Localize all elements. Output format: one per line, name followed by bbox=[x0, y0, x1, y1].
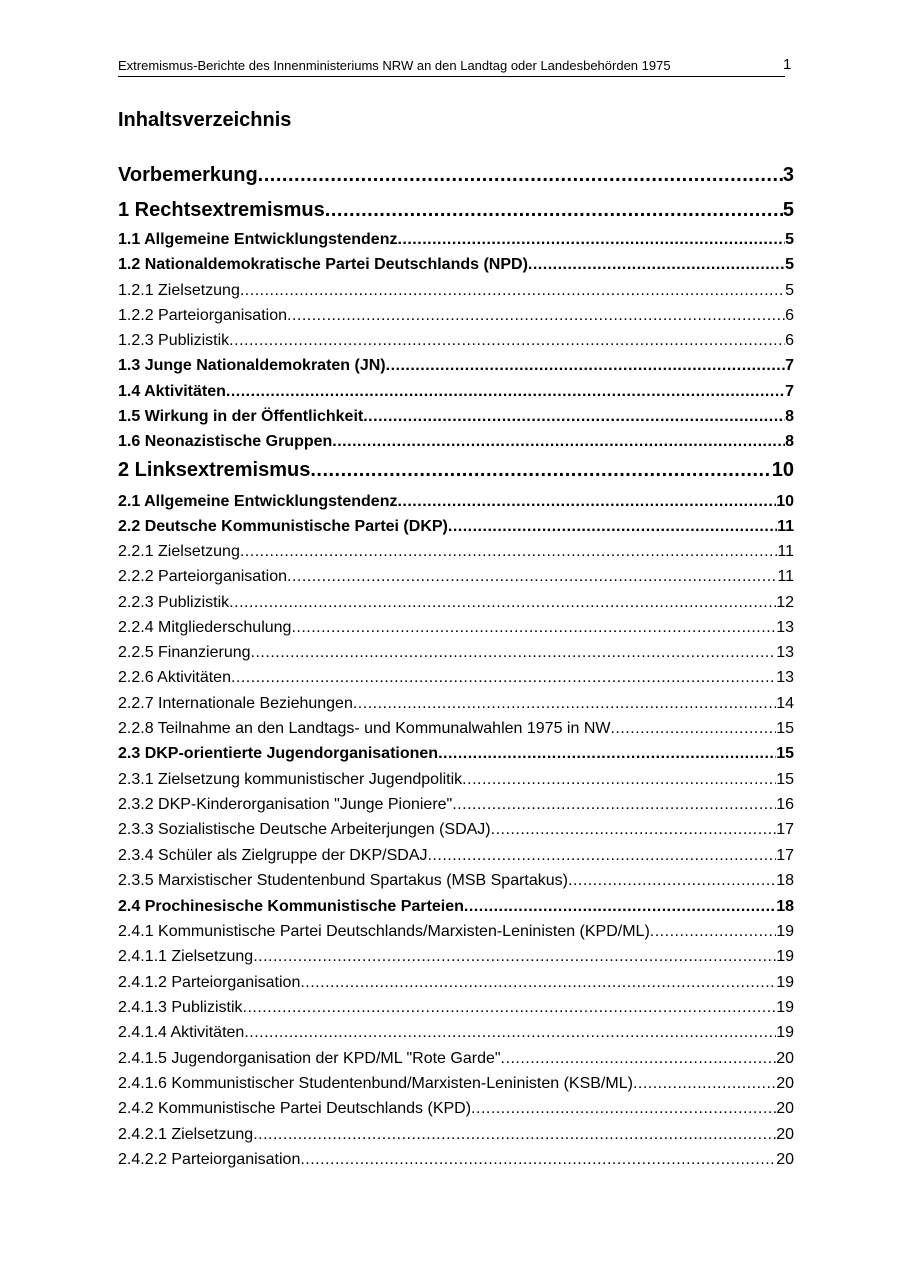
toc-entry[interactable] bbox=[118, 255, 794, 275]
toc-entry-label: 1.1 Allgemeine Entwicklungstendenz bbox=[118, 231, 398, 248]
toc-leader-dots bbox=[332, 432, 785, 452]
toc-entry-page: 5 bbox=[785, 231, 794, 248]
toc-entry-page: 6 bbox=[785, 332, 794, 349]
toc-entry[interactable] bbox=[118, 922, 794, 942]
toc-entry-label: 2.2.4 Mitgliederschulung bbox=[118, 619, 292, 636]
toc-entry-page: 15 bbox=[776, 720, 794, 737]
toc-entry[interactable] bbox=[118, 668, 794, 688]
toc-entry[interactable] bbox=[118, 744, 794, 764]
toc-entry-page: 18 bbox=[776, 898, 794, 915]
toc-entry-page: 20 bbox=[776, 1075, 794, 1092]
toc-leader-dots bbox=[397, 492, 776, 512]
toc-entry-label: 1.5 Wirkung in der Öffentlichkeit bbox=[118, 408, 364, 425]
toc-entry-page: 10 bbox=[776, 493, 794, 510]
document-header-title: Extremismus-Berichte des Innenministeriums NRW an den Landtag oder Landesbehörden 1975 bbox=[118, 58, 671, 73]
toc-entry-label: 1.3 Junge Nationaldemokraten (JN) bbox=[118, 357, 386, 374]
toc-leader-dots bbox=[253, 947, 776, 967]
toc-entry-label: 1.2.3 Publizistik bbox=[118, 332, 230, 349]
toc-entry-page: 8 bbox=[785, 408, 794, 425]
toc-entry-label: 2.4.2 Kommunistische Partei Deutschlands (KPD) bbox=[118, 1100, 472, 1117]
toc-entry[interactable] bbox=[118, 795, 794, 815]
toc-entry[interactable] bbox=[118, 331, 794, 351]
toc-leader-dots bbox=[452, 795, 776, 815]
toc-leader-dots bbox=[325, 198, 783, 222]
toc-leader-dots bbox=[244, 1023, 776, 1043]
toc-entry-page: 6 bbox=[785, 307, 794, 324]
toc-leader-dots bbox=[229, 593, 776, 613]
toc-entry[interactable] bbox=[118, 1074, 794, 1094]
toc-entry-label: 2.4.2.2 Parteiorganisation bbox=[118, 1151, 301, 1168]
toc-entry[interactable] bbox=[118, 281, 794, 301]
toc-entry-label: 2.4.1.1 Zielsetzung bbox=[118, 948, 254, 965]
toc-entry-page: 8 bbox=[785, 433, 794, 450]
toc-entry[interactable] bbox=[118, 998, 794, 1018]
toc-entry-page: 13 bbox=[776, 619, 794, 636]
toc-leader-dots bbox=[287, 567, 777, 587]
page-number: 1 bbox=[783, 56, 792, 73]
toc-entry-page: 16 bbox=[776, 796, 794, 813]
toc-entry-page: 19 bbox=[776, 923, 794, 940]
toc-entry-label: 2.3.1 Zielsetzung kommunistischer Jugendpolitik bbox=[118, 771, 463, 788]
toc-leader-dots bbox=[610, 719, 776, 739]
toc-entry-page: 19 bbox=[776, 974, 794, 991]
toc-entry[interactable] bbox=[118, 770, 794, 790]
toc-leader-dots bbox=[231, 668, 776, 688]
toc-entry-page: 15 bbox=[776, 771, 794, 788]
toc-entry[interactable] bbox=[118, 407, 794, 427]
toc-entry[interactable] bbox=[118, 517, 794, 537]
toc-entry[interactable] bbox=[118, 973, 794, 993]
toc-leader-dots bbox=[291, 618, 776, 638]
toc-entry[interactable] bbox=[118, 542, 794, 562]
toc-entry-page: 19 bbox=[776, 999, 794, 1016]
toc-entry-label: 2.2 Deutsche Kommunistische Partei (DKP) bbox=[118, 518, 448, 535]
toc-entry[interactable] bbox=[118, 871, 794, 891]
toc-entry-label: 2.2.2 Parteiorganisation bbox=[118, 568, 287, 585]
toc-entry-label: 1.6 Neonazistische Gruppen bbox=[118, 433, 333, 450]
toc-entry-page: 5 bbox=[782, 199, 794, 221]
toc-entry[interactable] bbox=[118, 492, 794, 512]
toc-entry-page: 11 bbox=[777, 518, 794, 535]
toc-entry[interactable] bbox=[118, 897, 794, 917]
toc-entry-label: Vorbemerkung bbox=[118, 164, 258, 186]
toc-leader-dots bbox=[258, 163, 783, 187]
toc-entry-page: 19 bbox=[776, 1024, 794, 1041]
toc-entry-label: 2.2.8 Teilnahme an den Landtags- und Kommunalwahlen 1975 in NW bbox=[118, 720, 611, 737]
toc-entry[interactable] bbox=[118, 846, 794, 866]
toc-entry-label: 2.4.1 Kommunistische Partei Deutschlands/Marxisten-Leninisten (KPD/ML) bbox=[118, 923, 650, 940]
toc-entry-page: 17 bbox=[776, 821, 794, 838]
toc-entry-label: 2.4.1.3 Publizistik bbox=[118, 999, 243, 1016]
toc-leader-dots bbox=[363, 407, 785, 427]
toc-entry-page: 12 bbox=[776, 594, 794, 611]
toc-entry-label: 1.2.2 Parteiorganisation bbox=[118, 307, 287, 324]
toc-entry-page: 17 bbox=[776, 847, 794, 864]
toc-entry[interactable] bbox=[118, 643, 794, 663]
toc-leader-dots bbox=[528, 255, 785, 275]
toc-leader-dots bbox=[287, 306, 785, 326]
toc-heading: Inhaltsverzeichnis bbox=[118, 109, 292, 131]
toc-entry[interactable] bbox=[118, 198, 794, 222]
toc-entry-page: 13 bbox=[776, 669, 794, 686]
toc-leader-dots bbox=[568, 871, 776, 891]
toc-entry-label: 2.4.2.1 Zielsetzung bbox=[118, 1126, 254, 1143]
toc-entry-label: 1.2 Nationaldemokratische Partei Deutschlands (NPD) bbox=[118, 256, 528, 273]
toc-entry[interactable] bbox=[118, 356, 794, 376]
toc-entry[interactable] bbox=[118, 567, 794, 587]
toc-entry[interactable] bbox=[118, 1099, 794, 1119]
toc-entry-page: 10 bbox=[771, 459, 794, 481]
toc-entry-label: 2.1 Allgemeine Entwicklungstendenz bbox=[118, 493, 398, 510]
toc-entry-page: 5 bbox=[785, 256, 794, 273]
toc-entry-label: 2.4.1.5 Jugendorganisation der KPD/ML "Rote Garde" bbox=[118, 1050, 501, 1067]
toc-leader-dots bbox=[650, 922, 776, 942]
toc-entry-label: 2.4.1.2 Parteiorganisation bbox=[118, 974, 301, 991]
toc-leader-dots bbox=[462, 770, 776, 790]
toc-leader-dots bbox=[397, 230, 785, 250]
toc-entry[interactable] bbox=[118, 947, 794, 967]
toc-entry[interactable] bbox=[118, 382, 794, 402]
toc-entry-label: 2.4.1.4 Aktivitäten bbox=[118, 1024, 245, 1041]
toc-entry-page: 5 bbox=[785, 282, 794, 299]
toc-entry-label: 1 Rechtsextremismus bbox=[118, 199, 325, 221]
toc-entry-page: 20 bbox=[776, 1100, 794, 1117]
toc-leader-dots bbox=[243, 998, 777, 1018]
toc-entry[interactable] bbox=[118, 1125, 794, 1145]
running-header bbox=[118, 56, 785, 77]
toc-entry-page: 11 bbox=[777, 543, 794, 560]
toc-leader-dots bbox=[251, 643, 777, 663]
toc-entry[interactable] bbox=[118, 1150, 794, 1170]
toc-entry-label: 2.2.7 Internationale Beziehungen bbox=[118, 695, 353, 712]
toc-leader-dots bbox=[501, 1049, 777, 1069]
toc-entry[interactable] bbox=[118, 719, 794, 739]
toc-leader-dots bbox=[633, 1074, 776, 1094]
toc-entry[interactable] bbox=[118, 230, 794, 250]
toc-leader-dots bbox=[300, 1150, 776, 1170]
toc-entry-page: 19 bbox=[776, 948, 794, 965]
toc-entry-page: 7 bbox=[785, 357, 794, 374]
toc-leader-dots bbox=[226, 382, 785, 402]
toc-leader-dots bbox=[471, 1099, 776, 1119]
toc-entry-label: 2.3.5 Marxistischer Studentenbund Spartakus (MSB Spartakus) bbox=[118, 872, 568, 889]
toc-leader-dots bbox=[310, 458, 771, 482]
toc-leader-dots bbox=[240, 281, 785, 301]
toc-entry-label: 2 Linksextremismus bbox=[118, 459, 311, 481]
toc-leader-dots bbox=[353, 694, 776, 714]
toc-entry[interactable] bbox=[118, 1023, 794, 1043]
toc-entry-page: 3 bbox=[782, 164, 794, 186]
toc-leader-dots bbox=[253, 1125, 776, 1145]
toc-leader-dots bbox=[240, 542, 778, 562]
toc-entry-label: 2.3.4 Schüler als Zielgruppe der DKP/SDAJ bbox=[118, 847, 428, 864]
toc-entry[interactable] bbox=[118, 163, 794, 187]
toc-entry-page: 14 bbox=[776, 695, 794, 712]
toc-leader-dots bbox=[386, 356, 785, 376]
toc-leader-dots bbox=[427, 846, 776, 866]
toc-leader-dots bbox=[448, 517, 777, 537]
toc-entry-label: 1.4 Aktivitäten bbox=[118, 383, 226, 400]
toc-entry-page: 7 bbox=[785, 383, 794, 400]
toc-entry[interactable] bbox=[118, 694, 794, 714]
toc-leader-dots bbox=[438, 744, 776, 764]
toc-entry-label: 2.3 DKP-orientierte Jugendorganisationen bbox=[118, 745, 439, 762]
toc-entry-page: 20 bbox=[776, 1151, 794, 1168]
toc-entry[interactable] bbox=[118, 593, 794, 613]
toc-entry[interactable] bbox=[118, 458, 794, 482]
toc-entry-page: 20 bbox=[776, 1126, 794, 1143]
toc-entry-label: 2.2.6 Aktivitäten bbox=[118, 669, 231, 686]
toc-entry-page: 11 bbox=[777, 568, 794, 585]
toc-entry-label: 2.2.1 Zielsetzung bbox=[118, 543, 240, 560]
toc-entry[interactable] bbox=[118, 1049, 794, 1069]
toc-leader-dots bbox=[491, 820, 777, 840]
toc-entry-label: 2.4.1.6 Kommunistischer Studentenbund/Marxisten-Leninisten (KSB/ML) bbox=[118, 1075, 633, 1092]
toc-entry[interactable] bbox=[118, 618, 794, 638]
toc-entry-label: 2.3.2 DKP-Kinderorganisation "Junge Pioniere" bbox=[118, 796, 453, 813]
toc-entry-label: 2.2.3 Publizistik bbox=[118, 594, 230, 611]
toc-entry-label: 2.2.5 Finanzierung bbox=[118, 644, 251, 661]
toc-entry-label: 2.3.3 Sozialistische Deutsche Arbeiterjungen (SDAJ) bbox=[118, 821, 491, 838]
toc-entry-label: 1.2.1 Zielsetzung bbox=[118, 282, 240, 299]
toc-entry[interactable] bbox=[118, 820, 794, 840]
toc-entry-page: 13 bbox=[776, 644, 794, 661]
toc-leader-dots bbox=[300, 973, 776, 993]
toc-entry-label: 2.4 Prochinesische Kommunistische Parteien bbox=[118, 898, 464, 915]
toc-entry[interactable] bbox=[118, 306, 794, 326]
toc-leader-dots bbox=[464, 897, 776, 917]
toc-leader-dots bbox=[229, 331, 785, 351]
toc-entry-page: 15 bbox=[776, 745, 794, 762]
toc-entry[interactable] bbox=[118, 432, 794, 452]
toc-entry-page: 18 bbox=[776, 872, 794, 889]
toc-entry-page: 20 bbox=[776, 1050, 794, 1067]
